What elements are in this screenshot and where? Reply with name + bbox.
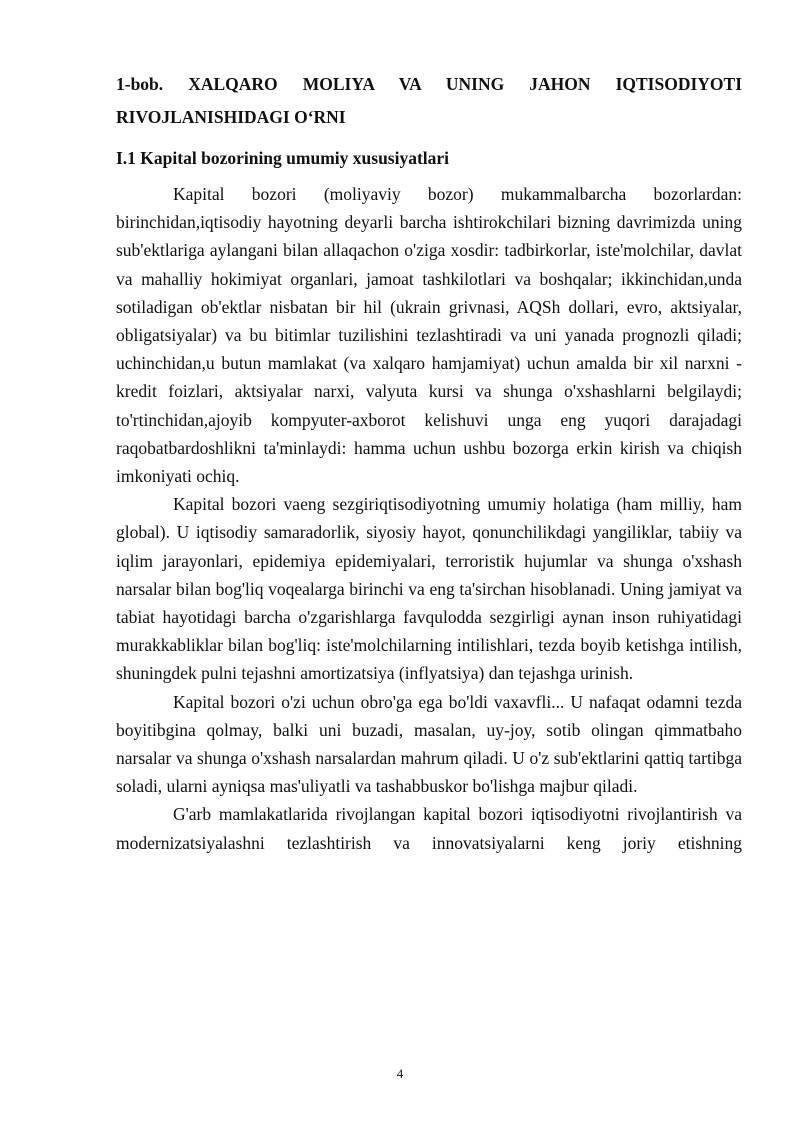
chapter-title-line-1: 1-bob. XALQARO MOLIYA VA UNING JAHON IQTISODIYOTI [116, 74, 742, 94]
chapter-title [116, 68, 742, 134]
chapter-title-line-2: RIVOJLANISHIDAGI O‘RNI [116, 107, 346, 127]
section-title: I.1 Kapital bozorining umumiy xususiyatlari [116, 148, 450, 168]
document-page [116, 68, 742, 857]
paragraph-4: G'arb mamlakatlarida rivojlangan kapital bozori iqtisodiyotni rivojlantirish va modernizatsiyalashni tezlashtirish va innovatsiyalarni keng joriy etishning [116, 804, 742, 853]
paragraph-2: Kapital bozori vaeng sezgiriqtisodiyotning umumiy holatiga (ham milliy, ham global). U iqtisodiy samaradorlik, siyosiy hayot, qonunchilikdagi yangiliklar, tabiiy va iqlim jarayonlari, epidemiya epidemiyalari, terroristik hujumlar va shunga o'xshash narsalar bilan bog'liq voqealarga birinchi va eng ta'sirchan hisoblanadi. Uning jamiyat va tabiat hayotidagi barcha o'zgarishlarga favqulodda sezgirligi aynan inson ruhiyatidagi murakkabliklar bilan bog'liq: iste'molchilarning intilishlari, tezda boyib ketishga intilish, shuningdek pulni tejashni amortizatsiya (inflyatsiya) dan tejashga urinish. [116, 494, 742, 684]
page-number: 4 [396, 1066, 404, 1081]
paragraph-3: Kapital bozori o'zi uchun obro'ga ega bo'ldi vaxavfli... U nafaqat odamni tezda boyitibgina qolmay, balki uni buzadi, masalan, uy-joy, sotib olingan qimmatbaho narsalar va shunga o'xshash narsalardan mahrum qiladi. U o'z sub'ektlarini qattiq tartibga soladi, ularni ayniqsa mas'uliyatli va tashabbuskor bo'lishga majbur qiladi. [116, 691, 742, 797]
paragraph-1: Kapital bozori (moliyaviy bozor) mukammalbarcha bozorlardan: birinchidan,iqtisodiy hayotning deyarli barcha ishtirokchilari bizning davrimizda uning sub'ektlariga aylangani bilan allaqachon o'ziga xosdir: tadbirkorlar, iste'molchilar, davlat va mahalliy hokimiyat organlari, jamoat tashkilotlari va boshqalar; ikkinchidan,unda sotiladigan ob'ektlar nisbatan bir hil (ukrain grivnasi, AQSh dollari, evro, aktsiyalar, obligatsiyalar) va bu bitimlar tuzilishini tezlashtiradi va uni yanada prognozli qiladi; uchinchidan,u butun mamlakat (va xalqaro hamjamiyat) uchun amalda bir xil narxni - kredit foizlari, aktsiyalar narxi, valyuta kursi va shunga o'xshashlarni belgilaydi; to'rtinchidan,ajoyib kompyuter-axborot kelishuvi unga eng yuqori darajadagi raqobatbardoshlikni ta'minlaydi: hamma uchun ushbu bozorga erkin kirish va chiqish imkoniyati ochiq. [116, 184, 742, 487]
